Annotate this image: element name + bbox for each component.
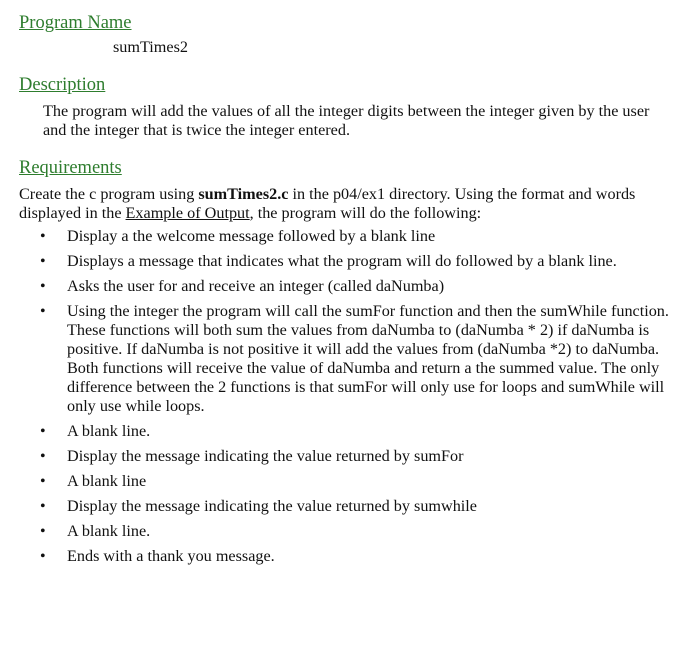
- list-item: [19, 422, 691, 441]
- list-item-text: Displays a message that indicates what the program will do followed by a blank line.: [67, 252, 617, 270]
- bullet-icon: •: [40, 253, 46, 270]
- intro-text-mid: in the p04/ex1 directory. Using the format and words displayed in the: [19, 185, 636, 222]
- program-name-heading: Program Name: [19, 13, 132, 33]
- bullet-icon: •: [40, 448, 46, 465]
- intro-text-post: , the program will do the following:: [249, 204, 482, 222]
- bullet-icon: •: [40, 228, 46, 245]
- document: [19, 12, 691, 572]
- bullet-icon: •: [40, 473, 46, 490]
- description-heading: Description: [19, 75, 106, 95]
- list-item-text: Using the integer the program will call the sumFor function and then the sumWhile function. These functions will both sum the values from daNumba to (daNumba * 2) if daNumba is positive. If daNumba is not positive it will add the values from (daNumba *2) to daNumba. Both functions will receive the value of daNumba and return a the summed value. The only difference between the 2 functions is that sumFor will only use for loops and sumWhile will only use while loops.: [67, 302, 669, 415]
- list-item-text: Ends with a thank you message.: [67, 547, 275, 565]
- list-item-text: A blank line: [67, 472, 147, 490]
- bullet-icon: •: [40, 523, 46, 540]
- requirements-list: [19, 227, 691, 566]
- bullet-icon: •: [40, 278, 46, 295]
- bullet-icon: •: [40, 303, 46, 320]
- list-item-text: Display the message indicating the value returned by sumFor: [67, 447, 464, 465]
- intro-text-pre: Create the c program using: [19, 185, 199, 203]
- list-item: [19, 277, 691, 296]
- program-name-value: sumTimes2: [113, 38, 188, 56]
- list-item-text: A blank line.: [67, 522, 151, 540]
- intro-filename: sumTimes2.c: [198, 185, 289, 203]
- list-item-text: Display a the welcome message followed by a blank line: [67, 227, 436, 245]
- requirements-intro: [19, 185, 684, 223]
- list-item: [19, 447, 691, 466]
- list-item-text: A blank line.: [67, 422, 151, 440]
- list-item: [19, 302, 691, 416]
- bullet-icon: •: [40, 548, 46, 565]
- list-item-text: Asks the user for and receive an integer (called daNumba): [67, 277, 445, 295]
- example-of-output-link[interactable]: Example of Output: [125, 204, 250, 222]
- list-item: [19, 522, 691, 541]
- list-item: [19, 547, 691, 566]
- list-item: [19, 227, 691, 246]
- list-item: [19, 497, 691, 516]
- list-item: [19, 472, 691, 491]
- list-item: [19, 252, 691, 271]
- description-text: The program will add the values of all the integer digits between the integer given by the user and the integer that is twice the integer entered.: [43, 102, 650, 139]
- bullet-icon: •: [40, 498, 46, 515]
- bullet-icon: •: [40, 423, 46, 440]
- list-item-text: Display the message indicating the value returned by sumwhile: [67, 497, 477, 515]
- requirements-heading: Requirements: [19, 158, 122, 178]
